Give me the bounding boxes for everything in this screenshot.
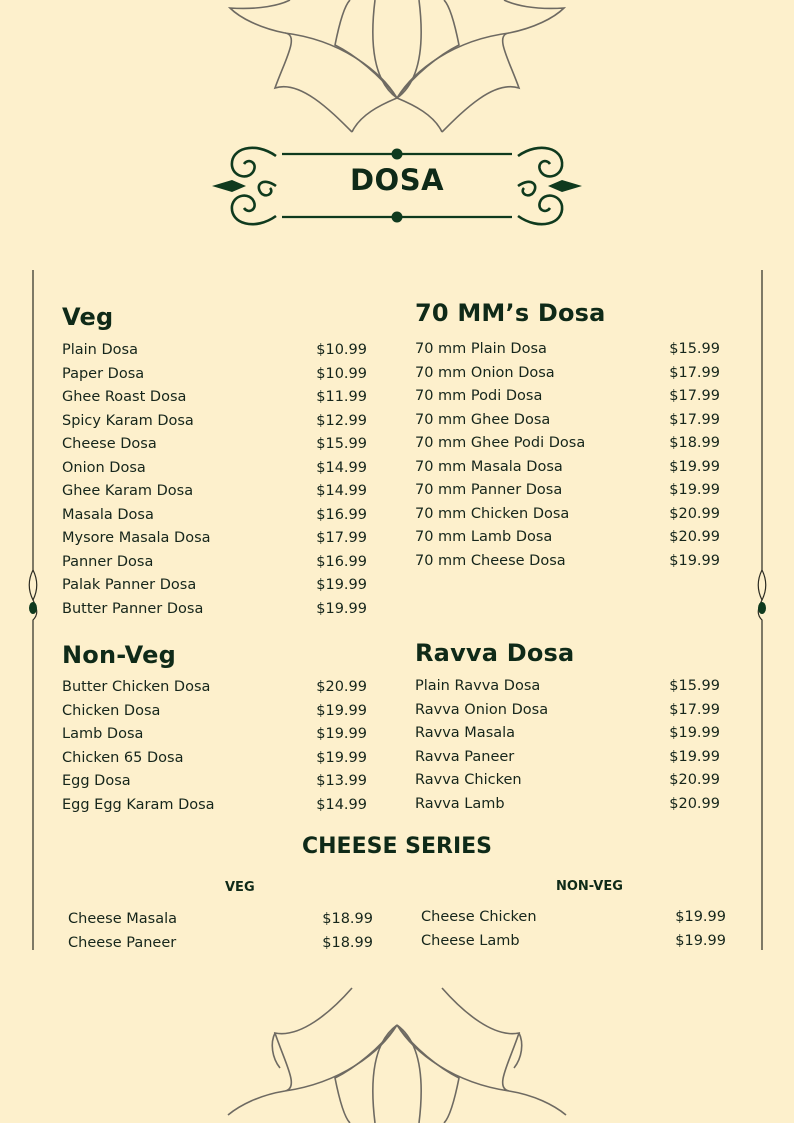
item-name: Palak Panner Dosa xyxy=(62,577,197,593)
item-price: $17.99 xyxy=(669,411,720,428)
veg-item xyxy=(62,551,367,575)
mm70-item xyxy=(415,456,720,480)
veg-item xyxy=(62,363,367,387)
item-name: Ghee Karam Dosa xyxy=(62,483,194,499)
item-price: $19.99 xyxy=(669,748,720,765)
item-price: $14.99 xyxy=(316,796,367,813)
cheese-nonveg-item xyxy=(421,930,726,954)
item-price: $16.99 xyxy=(316,553,367,570)
item-name: Cheese Dosa xyxy=(62,436,157,452)
nonveg-heading: Non-Veg xyxy=(62,641,176,669)
item-price: $17.99 xyxy=(669,364,720,381)
item-name: 70 mm Ghee Podi Dosa xyxy=(415,435,586,451)
item-name: Chicken Dosa xyxy=(62,702,161,719)
mm70-heading: 70 MM’s Dosa xyxy=(415,299,606,327)
veg-item xyxy=(62,433,367,457)
item-name: Cheese Lamb xyxy=(421,932,520,949)
item-name: 70 mm Ghee Dosa xyxy=(415,411,551,428)
item-price: $19.99 xyxy=(669,458,720,475)
nonveg-item xyxy=(62,794,367,818)
item-name: 70 mm Plain Dosa xyxy=(415,341,547,357)
ravva-list xyxy=(415,675,720,816)
item-price: $19.99 xyxy=(675,932,726,949)
ravva-item xyxy=(415,793,720,817)
right-border-ornament xyxy=(751,270,771,970)
item-name: Butter Chicken Dosa xyxy=(62,679,211,695)
item-price: $20.99 xyxy=(669,505,720,522)
item-price: $20.99 xyxy=(669,529,720,545)
mm70-item xyxy=(415,526,720,550)
ravva-item xyxy=(415,699,720,723)
item-name: 70 mm Lamb Dosa xyxy=(415,529,553,545)
item-price: $18.99 xyxy=(669,435,720,451)
item-name: Egg Dosa xyxy=(62,773,131,789)
cheese-veg-item xyxy=(68,908,373,932)
item-name: 70 mm Onion Dosa xyxy=(415,364,555,381)
item-price: $17.99 xyxy=(316,530,367,546)
item-price: $14.99 xyxy=(316,459,367,476)
left-border-ornament xyxy=(24,270,44,970)
item-name: Chicken 65 Dosa xyxy=(62,749,184,766)
item-price: $19.99 xyxy=(669,552,720,569)
ravva-heading: Ravva Dosa xyxy=(415,639,575,667)
item-price: $13.99 xyxy=(316,773,367,789)
item-price: $19.99 xyxy=(669,725,720,741)
item-price: $19.99 xyxy=(669,482,720,498)
nonveg-item xyxy=(62,770,367,794)
item-name: Onion Dosa xyxy=(62,459,146,476)
veg-item xyxy=(62,574,367,598)
cheese-nonveg-label: NON-VEG xyxy=(556,879,623,894)
item-price: $15.99 xyxy=(669,678,720,694)
veg-item xyxy=(62,339,367,363)
mm70-item xyxy=(415,362,720,386)
nonveg-list xyxy=(62,676,367,817)
item-price: $15.99 xyxy=(316,436,367,452)
item-price: $15.99 xyxy=(669,341,720,357)
cheese-veg-item xyxy=(68,932,373,956)
item-name: Plain Dosa xyxy=(62,342,138,358)
item-price: $17.99 xyxy=(669,388,720,404)
item-price: $19.99 xyxy=(675,909,726,925)
item-price: $19.99 xyxy=(316,600,367,617)
item-price: $14.99 xyxy=(316,483,367,499)
mm70-item xyxy=(415,479,720,503)
item-name: Cheese Masala xyxy=(68,911,177,927)
nonveg-item xyxy=(62,700,367,724)
item-name: 70 mm Masala Dosa xyxy=(415,458,563,475)
ravva-item xyxy=(415,769,720,793)
item-name: Ravva Onion Dosa xyxy=(415,701,549,718)
item-price: $11.99 xyxy=(316,389,367,405)
cheese-nonveg-item xyxy=(421,906,726,930)
item-name: 70 mm Panner Dosa xyxy=(415,482,563,498)
item-name: 70 mm Cheese Dosa xyxy=(415,552,566,569)
item-price: $20.99 xyxy=(669,795,720,812)
ravva-item xyxy=(415,746,720,770)
lotus-ornament-top xyxy=(0,0,794,140)
cheese-nonveg-list xyxy=(421,906,726,953)
veg-item xyxy=(62,410,367,434)
item-name: Ravva Chicken xyxy=(415,772,522,788)
veg-item xyxy=(62,386,367,410)
item-price: $17.99 xyxy=(669,701,720,718)
ravva-item xyxy=(415,722,720,746)
item-name: Egg Egg Karam Dosa xyxy=(62,796,215,813)
item-name: 70 mm Chicken Dosa xyxy=(415,505,570,522)
mm70-list xyxy=(415,338,720,573)
cheese-series-heading: CHEESE SERIES xyxy=(301,834,493,859)
item-name: Butter Panner Dosa xyxy=(62,600,204,617)
mm70-item xyxy=(415,338,720,362)
mm70-item xyxy=(415,409,720,433)
item-name: Cheese Paneer xyxy=(68,934,177,951)
cheese-veg-list xyxy=(68,908,373,955)
veg-list xyxy=(62,339,367,621)
item-price: $19.99 xyxy=(316,577,367,593)
mm70-item xyxy=(415,503,720,527)
item-price: $20.99 xyxy=(316,679,367,695)
item-name: Plain Ravva Dosa xyxy=(415,678,541,694)
ravva-item xyxy=(415,675,720,699)
item-name: Masala Dosa xyxy=(62,506,154,523)
veg-item xyxy=(62,457,367,481)
item-name: Ravva Paneer xyxy=(415,748,515,765)
item-price: $19.99 xyxy=(316,726,367,742)
item-name: Ravva Lamb xyxy=(415,795,505,812)
item-price: $20.99 xyxy=(669,772,720,788)
veg-item xyxy=(62,504,367,528)
veg-item xyxy=(62,480,367,504)
nonveg-item xyxy=(62,676,367,700)
page-title: DOSA xyxy=(349,163,445,197)
veg-item xyxy=(62,598,367,622)
lotus-ornament-bottom xyxy=(0,983,794,1123)
item-price: $18.99 xyxy=(322,911,373,927)
veg-heading: Veg xyxy=(62,303,114,331)
cheese-veg-label: VEG xyxy=(225,880,255,895)
veg-item xyxy=(62,527,367,551)
item-price: $10.99 xyxy=(316,365,367,382)
item-name: Ravva Masala xyxy=(415,725,516,741)
item-name: Spicy Karam Dosa xyxy=(62,412,194,429)
item-name: Ghee Roast Dosa xyxy=(62,389,187,405)
item-name: Mysore Masala Dosa xyxy=(62,530,211,546)
item-name: Cheese Chicken xyxy=(421,909,537,925)
item-name: 70 mm Podi Dosa xyxy=(415,388,543,404)
mm70-item xyxy=(415,432,720,456)
nonveg-item xyxy=(62,747,367,771)
nonveg-item xyxy=(62,723,367,747)
item-price: $19.99 xyxy=(316,702,367,719)
item-price: $10.99 xyxy=(316,342,367,358)
item-price: $18.99 xyxy=(322,934,373,951)
mm70-item xyxy=(415,385,720,409)
item-name: Paper Dosa xyxy=(62,365,145,382)
mm70-item xyxy=(415,550,720,574)
item-price: $16.99 xyxy=(316,506,367,523)
item-name: Panner Dosa xyxy=(62,553,154,570)
item-name: Lamb Dosa xyxy=(62,726,144,742)
item-price: $12.99 xyxy=(316,412,367,429)
item-price: $19.99 xyxy=(316,749,367,766)
